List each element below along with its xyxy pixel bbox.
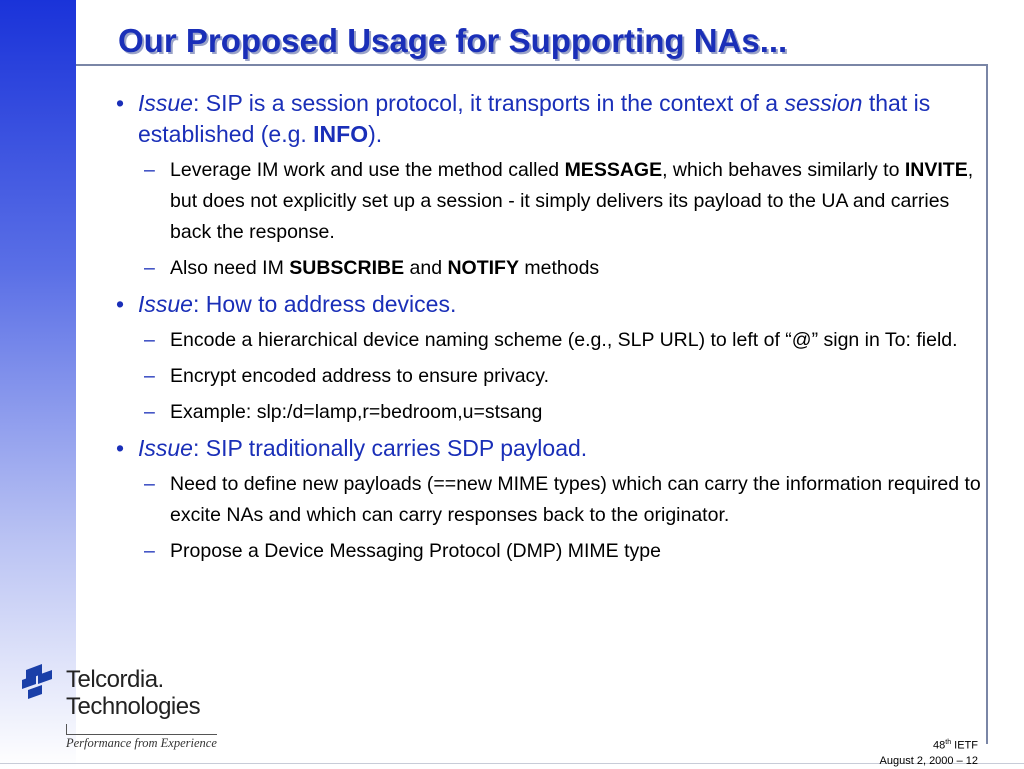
issue-text-part: ). bbox=[368, 121, 383, 147]
session-word: session bbox=[784, 90, 863, 116]
sub-text: Encode a hierarchical device naming scheme (e.g., SLP URL) to left of “@” sign in To: field. bbox=[170, 329, 958, 351]
bullet-marker: • bbox=[116, 435, 125, 461]
logo-underline bbox=[66, 724, 217, 735]
dash-marker: – bbox=[144, 473, 155, 495]
info-keyword: INFO bbox=[313, 121, 369, 147]
event-ordinal: th bbox=[945, 739, 952, 746]
side-gradient-bar bbox=[0, 0, 76, 768]
sub-text-part: Leverage IM work and use the method called bbox=[170, 159, 565, 181]
issue-label: Issue bbox=[138, 291, 193, 317]
bullet-marker: • bbox=[116, 291, 125, 317]
date-page-line: August 2, 2000 – 12 bbox=[879, 754, 978, 767]
sub-bullet-encrypt bbox=[116, 361, 982, 392]
sub-bullet-payloads bbox=[116, 469, 982, 531]
issue-text: : How to address devices. bbox=[192, 291, 457, 317]
bullet-issue-2 bbox=[116, 289, 982, 320]
dash-marker: – bbox=[144, 540, 155, 562]
sub-text-part: , but does not explicitly set up a session - it simply delivers its payload to the UA and carries back the response. bbox=[170, 159, 974, 243]
dash-marker: – bbox=[144, 401, 155, 423]
subscribe-keyword: SUBSCRIBE bbox=[289, 257, 405, 279]
sub-bullet-dmp bbox=[116, 536, 982, 567]
right-border-line bbox=[986, 64, 988, 744]
sub-bullet-example bbox=[116, 397, 982, 428]
sub-bullet-subscribe-notify bbox=[116, 253, 982, 284]
sub-text-part: , which behaves similarly to bbox=[662, 159, 905, 181]
issue-label: Issue bbox=[138, 435, 193, 461]
bullet-marker: • bbox=[116, 90, 125, 116]
slide-title: Our Proposed Usage for Supporting NAs... bbox=[118, 22, 788, 59]
sub-text: Example: slp:/d=lamp,r=bedroom,u=stsang bbox=[170, 401, 543, 423]
telcordia-logo bbox=[22, 664, 232, 759]
issue-text-part: that is established (e.g. bbox=[138, 90, 931, 147]
issue-label: Issue bbox=[138, 90, 193, 116]
sub-text: Need to define new payloads (==new MIME types) which can carry the information required to excite NAs and which can carry responses back to the originator. bbox=[170, 473, 981, 526]
issue-text-part: : SIP is a session protocol, it transports in the context of a bbox=[192, 90, 785, 116]
dash-marker: – bbox=[144, 329, 155, 351]
bullet-issue-3 bbox=[116, 433, 982, 464]
sub-text-part: Also need IM bbox=[170, 257, 290, 279]
issue-text: : SIP traditionally carries SDP payload. bbox=[192, 435, 588, 461]
sub-text-part: and bbox=[404, 257, 448, 279]
sub-text: Propose a Device Messaging Protocol (DMP) MIME type bbox=[170, 540, 661, 562]
message-keyword: MESSAGE bbox=[564, 159, 663, 181]
telcordia-logo-mark-icon bbox=[22, 664, 62, 704]
sub-bullet-message bbox=[116, 155, 982, 248]
logo-wordmark bbox=[66, 666, 200, 720]
event-name: IETF bbox=[951, 739, 978, 752]
bullet-issue-1 bbox=[116, 88, 982, 150]
invite-keyword: INVITE bbox=[904, 159, 968, 181]
slide-body bbox=[116, 88, 982, 572]
bottom-border-line bbox=[0, 763, 1024, 764]
dash-marker: – bbox=[144, 159, 155, 181]
logo-name-line-1: Telcordia. bbox=[66, 666, 164, 693]
logo-tagline: Performance from Experience bbox=[66, 736, 217, 750]
sub-text-part: methods bbox=[518, 257, 600, 279]
sub-bullet-encode bbox=[116, 325, 982, 356]
event-number: 48 bbox=[933, 739, 946, 752]
dash-marker: – bbox=[144, 365, 155, 387]
slide-footer bbox=[880, 735, 978, 769]
event-line bbox=[880, 735, 978, 754]
dash-marker: – bbox=[144, 257, 155, 279]
logo-name-line-2: Technologies bbox=[66, 693, 201, 720]
notify-keyword: NOTIFY bbox=[447, 257, 519, 279]
sub-text: Encrypt encoded address to ensure privacy. bbox=[170, 365, 550, 387]
title-divider bbox=[76, 64, 988, 66]
